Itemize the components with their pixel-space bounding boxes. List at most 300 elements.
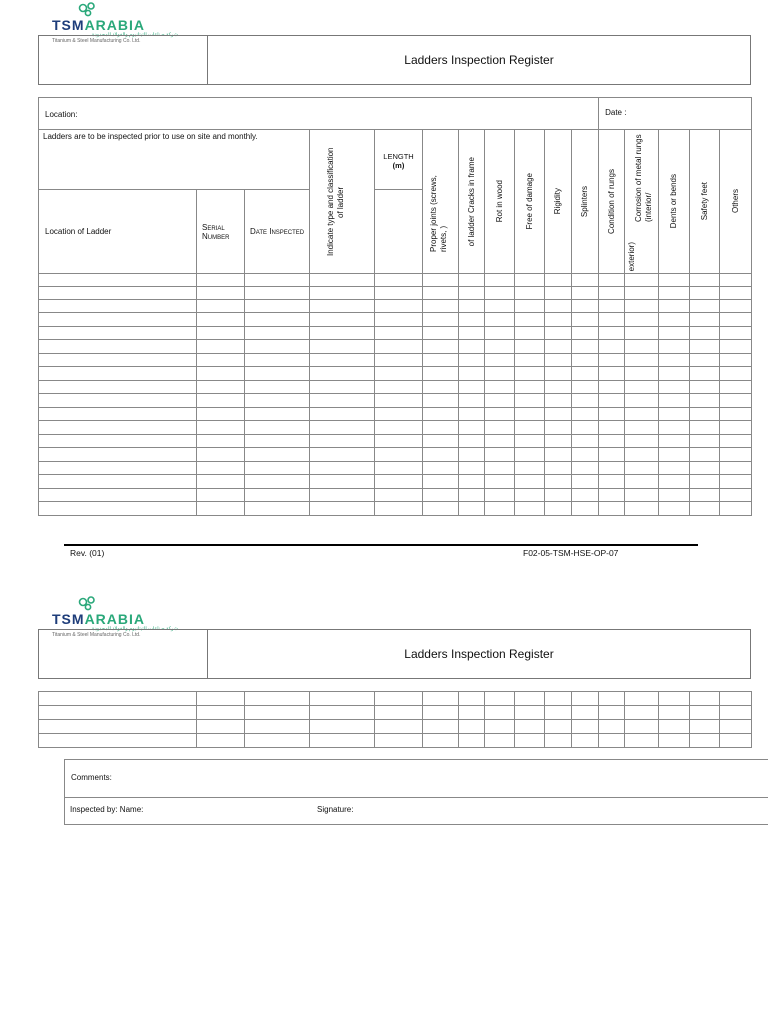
table-cell[interactable]	[625, 489, 659, 502]
table-cell[interactable]	[545, 489, 572, 502]
table-cell[interactable]	[545, 327, 572, 340]
table-cell[interactable]	[545, 408, 572, 421]
table-cell[interactable]	[39, 300, 197, 313]
table-cell[interactable]	[39, 354, 197, 367]
table-cell[interactable]	[197, 475, 245, 489]
table-cell[interactable]	[625, 300, 659, 313]
table-cell[interactable]	[625, 327, 659, 340]
table-cell[interactable]	[39, 435, 197, 448]
table-cell[interactable]	[423, 502, 459, 516]
table-cell[interactable]	[572, 692, 599, 706]
table-cell[interactable]	[599, 381, 625, 394]
table-cell[interactable]	[599, 354, 625, 367]
table-cell[interactable]	[423, 327, 459, 340]
table-cell[interactable]	[690, 394, 720, 408]
table-cell[interactable]	[572, 720, 599, 734]
table-cell[interactable]	[459, 435, 485, 448]
table-cell[interactable]	[245, 706, 310, 720]
table-cell[interactable]	[375, 300, 423, 313]
table-cell[interactable]	[197, 502, 245, 516]
table-cell[interactable]	[423, 462, 459, 475]
table-cell[interactable]	[310, 502, 375, 516]
table-cell[interactable]	[423, 367, 459, 381]
table-cell[interactable]	[515, 327, 545, 340]
table-cell[interactable]	[515, 475, 545, 489]
table-cell[interactable]	[459, 720, 485, 734]
table-cell[interactable]	[423, 421, 459, 435]
table-cell[interactable]	[245, 502, 310, 516]
table-cell[interactable]	[659, 475, 690, 489]
table-cell[interactable]	[572, 381, 599, 394]
table-cell[interactable]	[39, 734, 197, 748]
table-cell[interactable]	[625, 462, 659, 475]
table-cell[interactable]	[599, 340, 625, 354]
table-cell[interactable]	[375, 720, 423, 734]
table-cell[interactable]	[659, 313, 690, 327]
table-cell[interactable]	[572, 340, 599, 354]
table-cell[interactable]	[197, 489, 245, 502]
table-cell[interactable]	[659, 408, 690, 421]
table-cell[interactable]	[39, 489, 197, 502]
table-cell[interactable]	[659, 381, 690, 394]
table-cell[interactable]	[39, 381, 197, 394]
table-cell[interactable]	[599, 287, 625, 300]
table-cell[interactable]	[423, 274, 459, 287]
table-cell[interactable]	[720, 448, 752, 462]
table-cell[interactable]	[515, 274, 545, 287]
table-cell[interactable]	[625, 274, 659, 287]
table-cell[interactable]	[423, 475, 459, 489]
table-cell[interactable]	[690, 354, 720, 367]
table-cell[interactable]	[720, 692, 752, 706]
table-cell[interactable]	[39, 502, 197, 516]
table-cell[interactable]	[625, 313, 659, 327]
table-cell[interactable]	[39, 692, 197, 706]
table-cell[interactable]	[459, 475, 485, 489]
table-cell[interactable]	[310, 287, 375, 300]
table-cell[interactable]	[485, 489, 515, 502]
table-cell[interactable]	[515, 408, 545, 421]
table-cell[interactable]	[245, 720, 310, 734]
table-cell[interactable]	[39, 408, 197, 421]
table-cell[interactable]	[423, 435, 459, 448]
table-cell[interactable]	[197, 706, 245, 720]
table-cell[interactable]	[690, 367, 720, 381]
table-cell[interactable]	[245, 462, 310, 475]
table-cell[interactable]	[515, 502, 545, 516]
table-cell[interactable]	[720, 489, 752, 502]
table-cell[interactable]	[515, 734, 545, 748]
table-cell[interactable]	[39, 327, 197, 340]
table-cell[interactable]	[485, 300, 515, 313]
table-cell[interactable]	[545, 367, 572, 381]
table-cell[interactable]	[720, 408, 752, 421]
table-cell[interactable]	[459, 367, 485, 381]
table-cell[interactable]	[690, 462, 720, 475]
table-cell[interactable]	[515, 340, 545, 354]
table-cell[interactable]	[659, 367, 690, 381]
table-cell[interactable]	[375, 734, 423, 748]
table-cell[interactable]	[39, 448, 197, 462]
table-cell[interactable]	[375, 327, 423, 340]
table-cell[interactable]	[599, 692, 625, 706]
table-cell[interactable]	[245, 394, 310, 408]
table-cell[interactable]	[39, 394, 197, 408]
table-cell[interactable]	[310, 327, 375, 340]
table-cell[interactable]	[375, 475, 423, 489]
table-cell[interactable]	[375, 394, 423, 408]
table-cell[interactable]	[545, 313, 572, 327]
table-cell[interactable]	[625, 421, 659, 435]
table-cell[interactable]	[720, 720, 752, 734]
table-cell[interactable]	[39, 421, 197, 435]
table-cell[interactable]	[423, 287, 459, 300]
table-cell[interactable]	[485, 354, 515, 367]
comments-field[interactable]	[65, 760, 768, 798]
table-cell[interactable]	[720, 354, 752, 367]
table-cell[interactable]	[375, 692, 423, 706]
table-cell[interactable]	[245, 354, 310, 367]
table-cell[interactable]	[459, 381, 485, 394]
location-field[interactable]: Location:	[39, 98, 599, 130]
table-cell[interactable]	[599, 313, 625, 327]
table-cell[interactable]	[720, 394, 752, 408]
table-cell[interactable]	[599, 367, 625, 381]
table-cell[interactable]	[245, 327, 310, 340]
table-cell[interactable]	[659, 448, 690, 462]
table-cell[interactable]	[690, 408, 720, 421]
table-cell[interactable]	[545, 340, 572, 354]
table-cell[interactable]	[572, 408, 599, 421]
table-cell[interactable]	[690, 489, 720, 502]
table-cell[interactable]	[720, 475, 752, 489]
table-cell[interactable]	[459, 421, 485, 435]
table-cell[interactable]	[197, 421, 245, 435]
table-cell[interactable]	[39, 720, 197, 734]
table-cell[interactable]	[690, 734, 720, 748]
table-cell[interactable]	[375, 354, 423, 367]
table-cell[interactable]	[310, 475, 375, 489]
table-cell[interactable]	[197, 408, 245, 421]
table-cell[interactable]	[720, 287, 752, 300]
table-cell[interactable]	[572, 274, 599, 287]
table-cell[interactable]	[197, 340, 245, 354]
table-cell[interactable]	[459, 462, 485, 475]
table-cell[interactable]	[515, 720, 545, 734]
table-cell[interactable]	[197, 720, 245, 734]
table-cell[interactable]	[572, 448, 599, 462]
table-cell[interactable]	[485, 448, 515, 462]
table-cell[interactable]	[659, 706, 690, 720]
table-cell[interactable]	[423, 394, 459, 408]
table-cell[interactable]	[310, 381, 375, 394]
table-cell[interactable]	[245, 421, 310, 435]
table-cell[interactable]	[459, 354, 485, 367]
table-cell[interactable]	[545, 462, 572, 475]
table-cell[interactable]	[659, 274, 690, 287]
table-cell[interactable]	[625, 435, 659, 448]
table-cell[interactable]	[485, 313, 515, 327]
table-cell[interactable]	[375, 408, 423, 421]
table-cell[interactable]	[375, 340, 423, 354]
table-cell[interactable]	[625, 408, 659, 421]
table-cell[interactable]	[625, 381, 659, 394]
table-cell[interactable]	[659, 489, 690, 502]
table-cell[interactable]	[545, 300, 572, 313]
table-cell[interactable]	[720, 435, 752, 448]
table-cell[interactable]	[515, 300, 545, 313]
table-cell[interactable]	[572, 300, 599, 313]
table-cell[interactable]	[659, 692, 690, 706]
table-cell[interactable]	[625, 502, 659, 516]
table-cell[interactable]	[659, 300, 690, 313]
table-cell[interactable]	[375, 706, 423, 720]
table-cell[interactable]	[515, 448, 545, 462]
table-cell[interactable]	[625, 706, 659, 720]
table-cell[interactable]	[39, 367, 197, 381]
table-cell[interactable]	[690, 502, 720, 516]
table-cell[interactable]	[39, 340, 197, 354]
table-cell[interactable]	[720, 421, 752, 435]
table-cell[interactable]	[545, 720, 572, 734]
table-cell[interactable]	[39, 313, 197, 327]
table-cell[interactable]	[572, 502, 599, 516]
table-cell[interactable]	[599, 394, 625, 408]
table-cell[interactable]	[423, 313, 459, 327]
table-cell[interactable]	[375, 274, 423, 287]
table-cell[interactable]	[625, 287, 659, 300]
table-cell[interactable]	[659, 340, 690, 354]
table-cell[interactable]	[423, 734, 459, 748]
table-cell[interactable]	[423, 354, 459, 367]
table-cell[interactable]	[245, 287, 310, 300]
table-cell[interactable]	[310, 448, 375, 462]
table-cell[interactable]	[423, 340, 459, 354]
table-cell[interactable]	[375, 489, 423, 502]
table-cell[interactable]	[599, 300, 625, 313]
table-cell[interactable]	[720, 381, 752, 394]
table-cell[interactable]	[545, 435, 572, 448]
table-cell[interactable]	[515, 489, 545, 502]
table-cell[interactable]	[423, 448, 459, 462]
table-cell[interactable]	[515, 287, 545, 300]
table-cell[interactable]	[459, 394, 485, 408]
table-cell[interactable]	[690, 313, 720, 327]
table-cell[interactable]	[485, 408, 515, 421]
table-cell[interactable]	[599, 706, 625, 720]
table-cell[interactable]	[375, 435, 423, 448]
table-cell[interactable]	[197, 734, 245, 748]
table-cell[interactable]	[245, 489, 310, 502]
table-cell[interactable]	[39, 287, 197, 300]
table-cell[interactable]	[599, 435, 625, 448]
table-cell[interactable]	[310, 489, 375, 502]
table-cell[interactable]	[245, 448, 310, 462]
table-cell[interactable]	[515, 313, 545, 327]
table-cell[interactable]	[659, 462, 690, 475]
table-cell[interactable]	[690, 327, 720, 340]
table-cell[interactable]	[690, 448, 720, 462]
table-cell[interactable]	[690, 692, 720, 706]
table-cell[interactable]	[625, 720, 659, 734]
table-cell[interactable]	[545, 354, 572, 367]
table-cell[interactable]	[690, 706, 720, 720]
table-cell[interactable]	[599, 448, 625, 462]
table-cell[interactable]	[599, 421, 625, 435]
table-cell[interactable]	[197, 462, 245, 475]
table-cell[interactable]	[572, 394, 599, 408]
table-cell[interactable]	[625, 340, 659, 354]
table-cell[interactable]	[599, 327, 625, 340]
table-cell[interactable]	[485, 381, 515, 394]
table-cell[interactable]	[197, 287, 245, 300]
table-cell[interactable]	[545, 287, 572, 300]
table-cell[interactable]	[572, 435, 599, 448]
table-cell[interactable]	[545, 502, 572, 516]
table-cell[interactable]	[197, 394, 245, 408]
table-cell[interactable]	[310, 734, 375, 748]
table-cell[interactable]	[423, 408, 459, 421]
table-cell[interactable]	[245, 408, 310, 421]
table-cell[interactable]	[423, 381, 459, 394]
table-cell[interactable]	[310, 274, 375, 287]
table-cell[interactable]	[197, 274, 245, 287]
table-cell[interactable]	[485, 462, 515, 475]
table-cell[interactable]	[197, 692, 245, 706]
table-cell[interactable]	[720, 502, 752, 516]
table-cell[interactable]	[375, 287, 423, 300]
table-cell[interactable]	[572, 734, 599, 748]
table-cell[interactable]	[39, 706, 197, 720]
table-cell[interactable]	[625, 692, 659, 706]
table-cell[interactable]	[572, 462, 599, 475]
table-cell[interactable]	[485, 692, 515, 706]
table-cell[interactable]	[572, 354, 599, 367]
table-cell[interactable]	[375, 381, 423, 394]
table-cell[interactable]	[245, 692, 310, 706]
table-cell[interactable]	[459, 734, 485, 748]
table-cell[interactable]	[690, 435, 720, 448]
table-cell[interactable]	[720, 706, 752, 720]
table-cell[interactable]	[515, 367, 545, 381]
table-cell[interactable]	[423, 692, 459, 706]
table-cell[interactable]	[625, 475, 659, 489]
table-cell[interactable]	[659, 327, 690, 340]
table-cell[interactable]	[197, 300, 245, 313]
table-cell[interactable]	[423, 300, 459, 313]
table-cell[interactable]	[485, 274, 515, 287]
table-cell[interactable]	[459, 327, 485, 340]
table-cell[interactable]	[659, 421, 690, 435]
table-cell[interactable]	[572, 421, 599, 435]
table-cell[interactable]	[659, 394, 690, 408]
table-cell[interactable]	[459, 340, 485, 354]
table-cell[interactable]	[485, 421, 515, 435]
table-cell[interactable]	[690, 340, 720, 354]
table-cell[interactable]	[599, 734, 625, 748]
table-cell[interactable]	[485, 706, 515, 720]
table-cell[interactable]	[39, 274, 197, 287]
table-cell[interactable]	[720, 313, 752, 327]
table-cell[interactable]	[459, 502, 485, 516]
table-cell[interactable]	[375, 462, 423, 475]
table-cell[interactable]	[310, 720, 375, 734]
table-cell[interactable]	[572, 706, 599, 720]
table-cell[interactable]	[572, 327, 599, 340]
table-cell[interactable]	[690, 421, 720, 435]
table-cell[interactable]	[197, 367, 245, 381]
table-cell[interactable]	[310, 313, 375, 327]
table-cell[interactable]	[515, 462, 545, 475]
table-cell[interactable]	[197, 448, 245, 462]
table-cell[interactable]	[659, 435, 690, 448]
table-cell[interactable]	[515, 435, 545, 448]
table-cell[interactable]	[515, 692, 545, 706]
table-cell[interactable]	[423, 720, 459, 734]
table-cell[interactable]	[515, 381, 545, 394]
table-cell[interactable]	[310, 421, 375, 435]
table-cell[interactable]	[310, 300, 375, 313]
table-cell[interactable]	[572, 367, 599, 381]
table-cell[interactable]	[375, 502, 423, 516]
table-cell[interactable]	[459, 692, 485, 706]
table-cell[interactable]	[485, 340, 515, 354]
table-cell[interactable]	[545, 734, 572, 748]
table-cell[interactable]	[625, 734, 659, 748]
table-cell[interactable]	[459, 274, 485, 287]
table-cell[interactable]	[515, 354, 545, 367]
table-cell[interactable]	[659, 720, 690, 734]
table-cell[interactable]	[625, 354, 659, 367]
table-cell[interactable]	[599, 462, 625, 475]
table-cell[interactable]	[515, 394, 545, 408]
table-cell[interactable]	[459, 313, 485, 327]
table-cell[interactable]	[459, 489, 485, 502]
table-cell[interactable]	[245, 435, 310, 448]
table-cell[interactable]	[545, 421, 572, 435]
table-cell[interactable]	[485, 367, 515, 381]
table-cell[interactable]	[545, 448, 572, 462]
table-cell[interactable]	[720, 340, 752, 354]
table-cell[interactable]	[515, 421, 545, 435]
table-cell[interactable]	[310, 340, 375, 354]
table-cell[interactable]	[310, 706, 375, 720]
table-cell[interactable]	[545, 692, 572, 706]
table-cell[interactable]	[485, 734, 515, 748]
table-cell[interactable]	[720, 327, 752, 340]
table-cell[interactable]	[375, 421, 423, 435]
table-cell[interactable]	[375, 367, 423, 381]
table-cell[interactable]	[659, 287, 690, 300]
table-cell[interactable]	[197, 381, 245, 394]
table-cell[interactable]	[720, 734, 752, 748]
table-cell[interactable]	[485, 720, 515, 734]
table-cell[interactable]	[599, 475, 625, 489]
table-cell[interactable]	[459, 300, 485, 313]
table-cell[interactable]	[39, 462, 197, 475]
table-cell[interactable]	[690, 720, 720, 734]
table-cell[interactable]	[310, 692, 375, 706]
table-cell[interactable]	[459, 408, 485, 421]
table-cell[interactable]	[545, 475, 572, 489]
table-cell[interactable]	[197, 435, 245, 448]
table-cell[interactable]	[197, 327, 245, 340]
table-cell[interactable]	[690, 300, 720, 313]
table-cell[interactable]	[245, 300, 310, 313]
table-cell[interactable]	[197, 354, 245, 367]
table-cell[interactable]	[599, 408, 625, 421]
table-cell[interactable]	[310, 435, 375, 448]
